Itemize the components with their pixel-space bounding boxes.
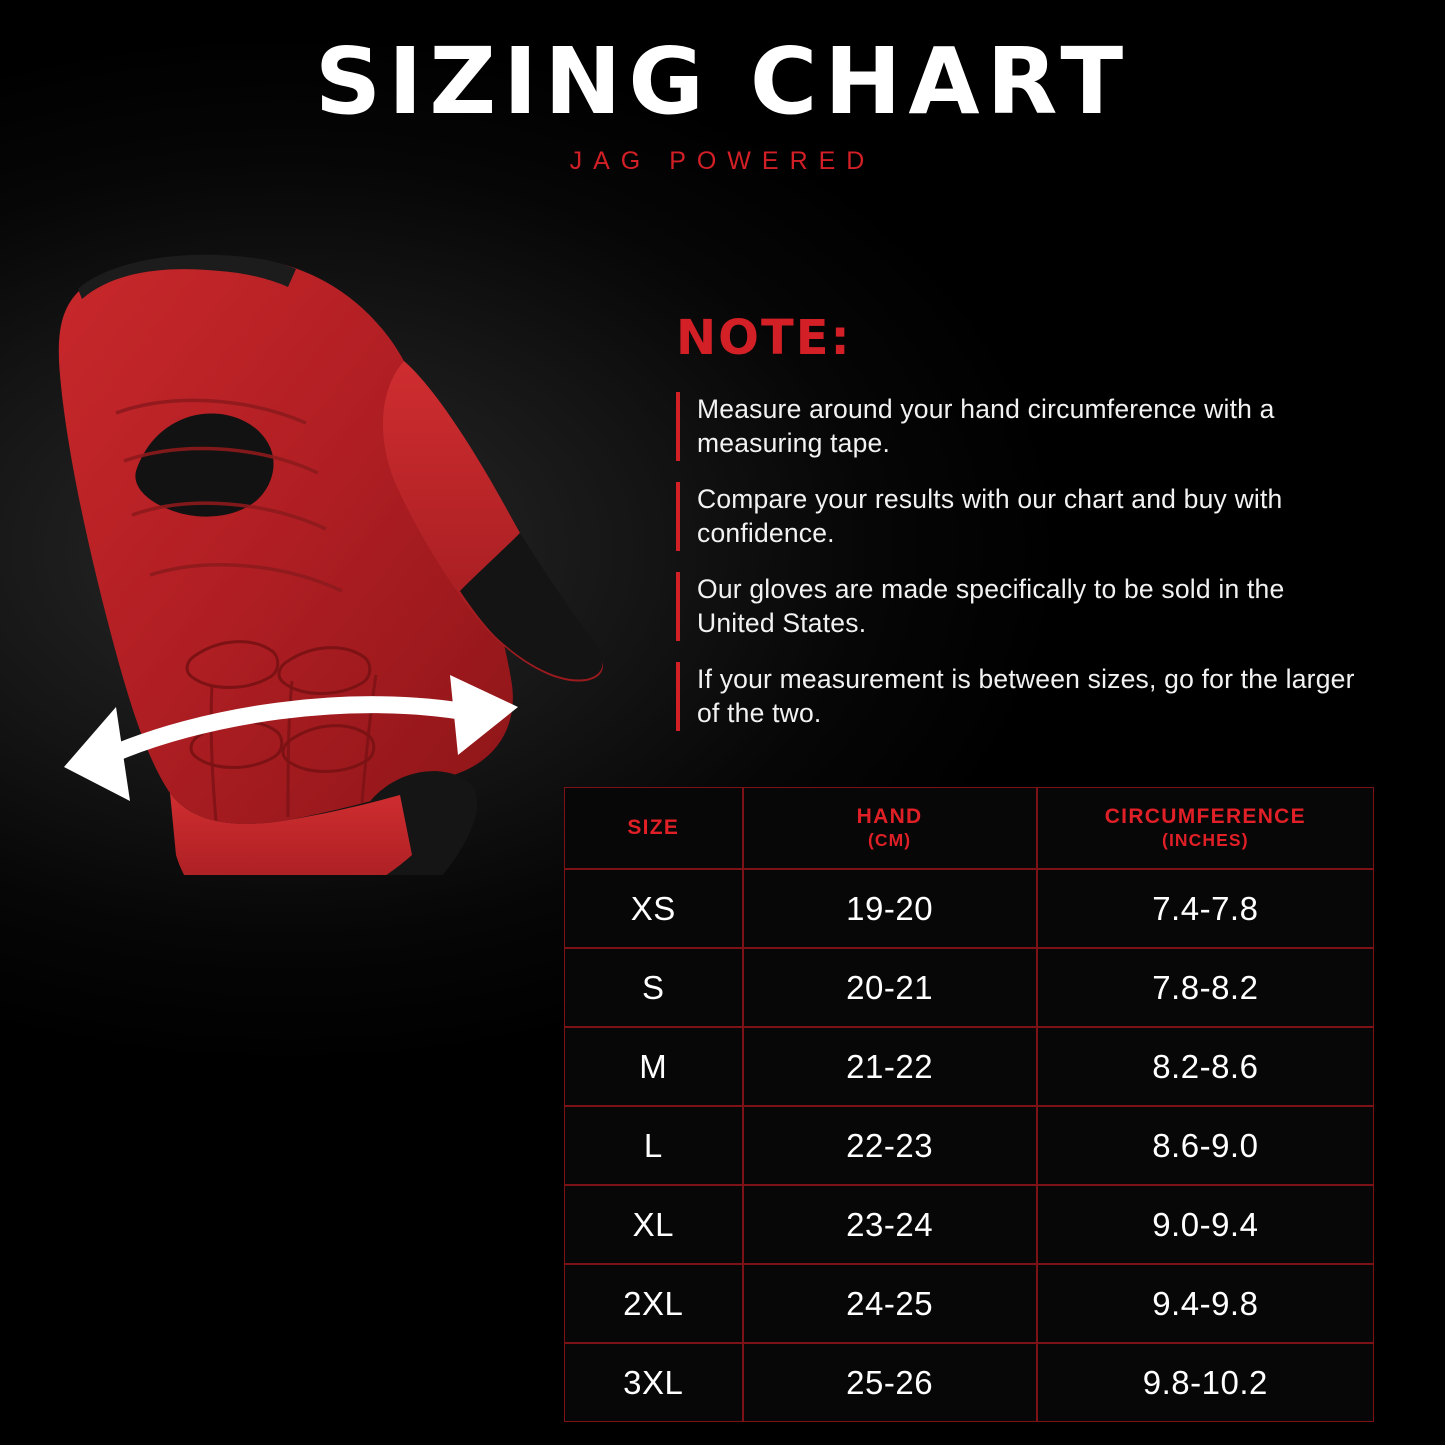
note-item-text: Measure around your hand circumference with a measuring tape. — [697, 394, 1275, 459]
glove-illustration — [20, 215, 630, 875]
table-row — [564, 1185, 1374, 1264]
bullet-bar-icon — [676, 662, 680, 731]
cell-size: L — [564, 1106, 743, 1185]
table-row — [564, 948, 1374, 1027]
cell-size: 3XL — [564, 1343, 743, 1422]
page-title: SIZING CHART — [314, 28, 1131, 135]
column-header-circumference — [1037, 787, 1374, 869]
column-header-circumference-label: CIRCUMFERENCE — [1104, 804, 1306, 828]
cell-circumference: 9.4-9.8 — [1037, 1264, 1374, 1343]
column-header-hand-unit: (CM) — [867, 830, 912, 851]
cell-circumference: 8.6-9.0 — [1037, 1106, 1374, 1185]
cell-hand: 22-23 — [743, 1106, 1037, 1185]
page-header — [0, 28, 1445, 176]
page-subtitle: JAG POWERED — [569, 146, 876, 175]
bullet-bar-icon — [676, 392, 680, 461]
cell-size: XL — [564, 1185, 743, 1264]
column-header-size — [564, 787, 743, 869]
table-row — [564, 869, 1374, 948]
note-heading: NOTE: — [676, 310, 852, 366]
note-item-text: Compare your results with our chart and buy with confidence. — [697, 483, 1283, 549]
note-section — [676, 310, 1376, 752]
cell-hand: 24-25 — [743, 1264, 1037, 1343]
red-leather-glove-photo — [20, 215, 630, 875]
table-row — [564, 1106, 1374, 1185]
cell-circumference: 9.8-10.2 — [1037, 1343, 1374, 1422]
note-item — [676, 662, 1376, 731]
column-header-size-label: SIZE — [627, 815, 680, 839]
note-item-text: Our gloves are made specifically to be sold in the United States. — [697, 573, 1285, 639]
bullet-bar-icon — [676, 572, 680, 641]
cell-size: S — [564, 948, 743, 1027]
cell-size: XS — [564, 869, 743, 948]
cell-hand: 20-21 — [743, 948, 1037, 1027]
table-row — [564, 1343, 1374, 1422]
sizing-table — [564, 787, 1374, 1422]
note-item — [676, 482, 1376, 551]
table-header-row — [564, 787, 1374, 869]
note-item-text: If your measurement is between sizes, go for the larger of the two. — [697, 663, 1355, 729]
cell-hand: 25-26 — [743, 1343, 1037, 1422]
column-header-hand — [743, 787, 1037, 869]
cell-hand: 23-24 — [743, 1185, 1037, 1264]
note-item — [676, 392, 1376, 461]
table-row — [564, 1264, 1374, 1343]
cell-size: 2XL — [564, 1264, 743, 1343]
note-item — [676, 572, 1376, 641]
cell-hand: 19-20 — [743, 869, 1037, 948]
cell-circumference: 7.8-8.2 — [1037, 948, 1374, 1027]
cell-size: M — [564, 1027, 743, 1106]
table-row — [564, 1027, 1374, 1106]
cell-circumference: 7.4-7.8 — [1037, 869, 1374, 948]
bullet-bar-icon — [676, 482, 680, 551]
column-header-circumference-unit: (INCHES) — [1162, 830, 1249, 851]
cell-hand: 21-22 — [743, 1027, 1037, 1106]
cell-circumference: 9.0-9.4 — [1037, 1185, 1374, 1264]
cell-circumference: 8.2-8.6 — [1037, 1027, 1374, 1106]
column-header-hand-label: HAND — [856, 804, 923, 828]
